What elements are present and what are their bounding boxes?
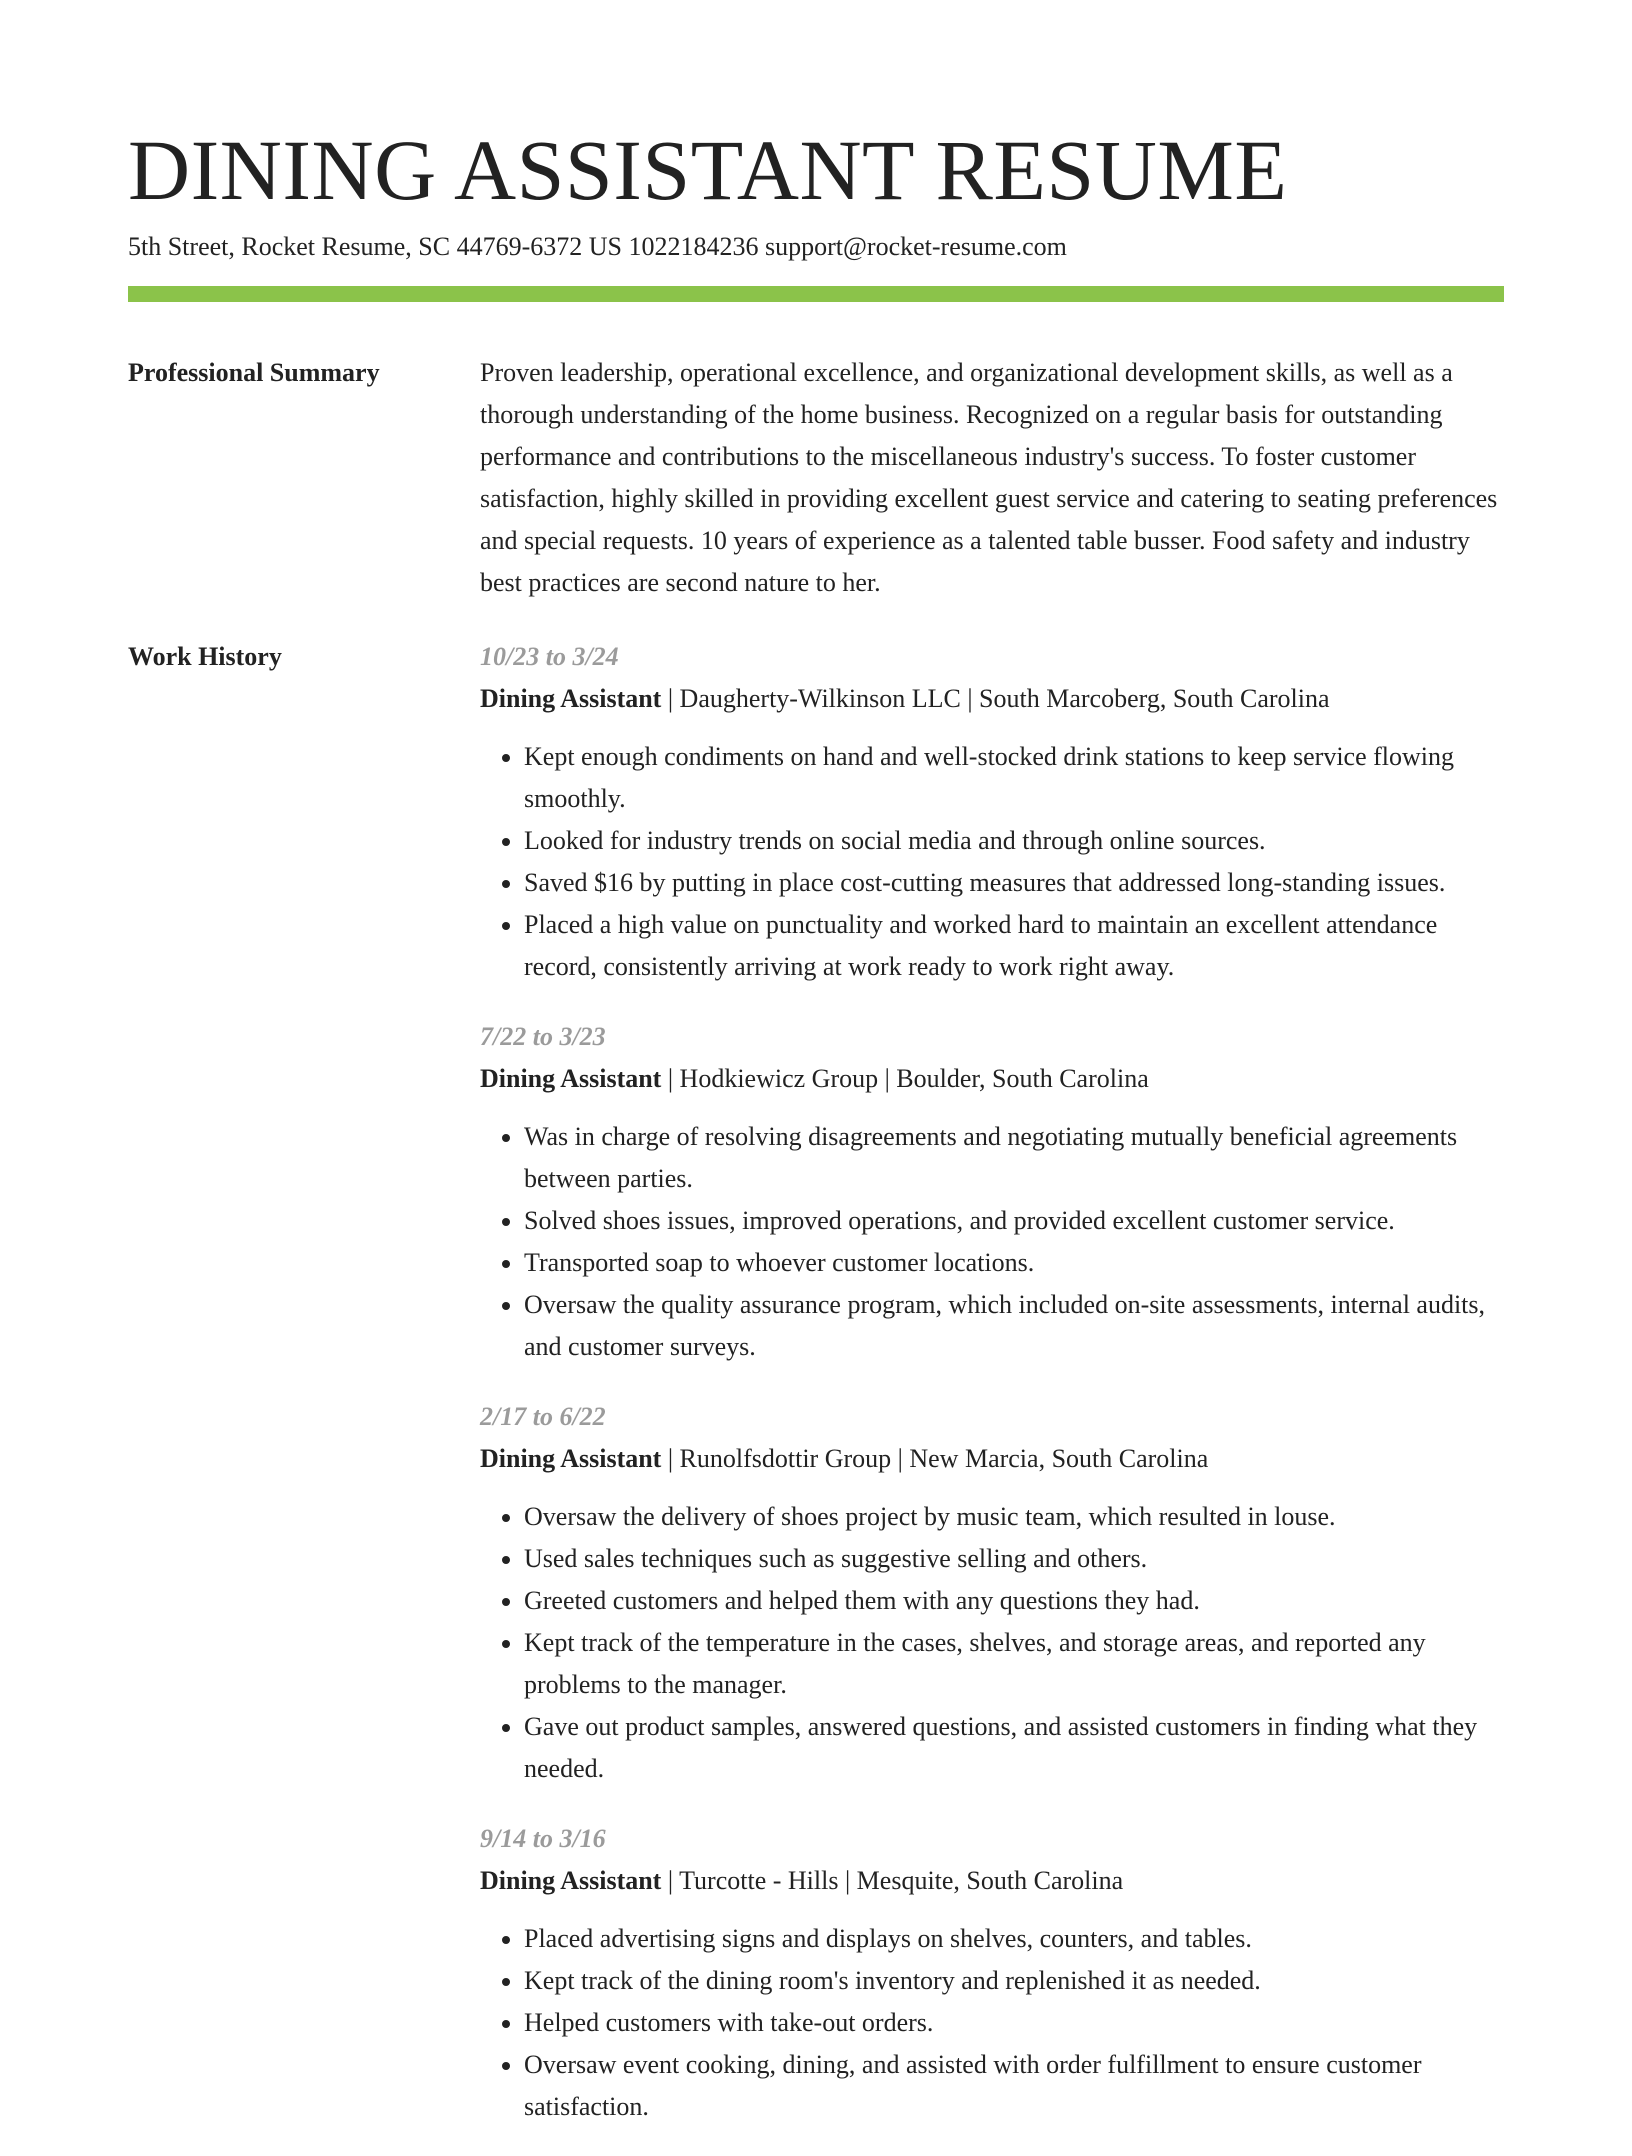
job-bullet: • Transported soap to whoever customer locations. xyxy=(524,1242,1504,1284)
professional-summary-section xyxy=(128,352,1504,604)
job-role: Dining Assistant xyxy=(480,1064,662,1093)
job-details: | Turcotte - Hills | Mesquite, South Carolina xyxy=(661,1866,1124,1895)
resume-page xyxy=(128,120,1504,2156)
job-title-line xyxy=(480,1860,1504,1902)
work-history-heading: Work History xyxy=(128,642,282,671)
job-bullet: • Placed advertising signs and displays on shelves, counters, and tables. xyxy=(524,1918,1504,1960)
job-bullet: • Oversaw the delivery of shoes project by music team, which resulted in louse. xyxy=(524,1496,1504,1538)
job-role: Dining Assistant xyxy=(480,1866,662,1895)
job-dates: 2/17 to 6/22 xyxy=(480,1402,606,1431)
job-details: | Runolfsdottir Group | New Marcia, South Carolina xyxy=(661,1444,1209,1473)
job-dates: 10/23 to 3/24 xyxy=(480,642,619,671)
job-bullet: • Greeted customers and helped them with any questions they had. xyxy=(524,1580,1504,1622)
professional-summary-text: Proven leadership, operational excellence, and organizational development skills, as well as a thorough understanding of the home business. Recognized on a regular basis for outstanding performance and contributions to the miscellaneous industry's success. To foster customer satisfaction, highly skilled in providing excellent guest service and catering to seating preferences and special requests. 10 years of experience as a talented table busser. Food safety and industry best practices are second nature to her. xyxy=(480,358,1498,597)
page-title: DINING ASSISTANT RESUME xyxy=(128,122,1288,218)
job-bullet: • Used sales techniques such as suggestive selling and others. xyxy=(524,1538,1504,1580)
job-bullet: • Helped customers with take-out orders. xyxy=(524,2002,1504,2044)
contact-line: 5th Street, Rocket Resume, SC 44769-6372 US 1022184236 support@rocket-resume.com xyxy=(128,232,1067,261)
job-entry xyxy=(480,636,1504,988)
professional-summary-heading: Professional Summary xyxy=(128,358,380,387)
job-title-line xyxy=(480,678,1504,720)
accent-divider xyxy=(128,286,1504,302)
job-title-line xyxy=(480,1438,1504,1480)
job-bullet-list xyxy=(480,1918,1504,2128)
job-details: | Hodkiewicz Group | Boulder, South Carolina xyxy=(661,1064,1149,1093)
job-bullet: • Gave out product samples, answered questions, and assisted customers in finding what they needed. xyxy=(524,1706,1504,1790)
job-dates: 7/22 to 3/23 xyxy=(480,1022,606,1051)
job-bullet: • Kept track of the temperature in the cases, shelves, and storage areas, and reported any problems to the manager. xyxy=(524,1622,1504,1706)
job-details: | Daugherty-Wilkinson LLC | South Marcoberg, South Carolina xyxy=(661,684,1330,713)
job-bullet: • Kept track of the dining room's inventory and replenished it as needed. xyxy=(524,1960,1504,2002)
job-bullet: • Placed a high value on punctuality and worked hard to maintain an excellent attendance record, consistently arriving at work ready to work right away. xyxy=(524,904,1504,988)
job-bullet: • Was in charge of resolving disagreements and negotiating mutually beneficial agreements between parties. xyxy=(524,1116,1504,1200)
work-history-section xyxy=(128,636,1504,2156)
job-bullet-list xyxy=(480,736,1504,988)
job-role: Dining Assistant xyxy=(480,684,662,713)
job-bullet: • Oversaw event cooking, dining, and assisted with order fulfillment to ensure customer satisfaction. xyxy=(524,2044,1504,2128)
job-entry xyxy=(480,1396,1504,1790)
job-title-line xyxy=(480,1058,1504,1100)
job-bullet-list xyxy=(480,1116,1504,1368)
job-bullet: • Looked for industry trends on social media and through online sources. xyxy=(524,820,1504,862)
job-bullet: • Saved $16 by putting in place cost-cutting measures that addressed long-standing issues. xyxy=(524,862,1504,904)
job-entry xyxy=(480,1818,1504,2128)
job-bullet: • Solved shoes issues, improved operations, and provided excellent customer service. xyxy=(524,1200,1504,1242)
job-role: Dining Assistant xyxy=(480,1444,662,1473)
job-entry xyxy=(480,1016,1504,1368)
job-bullet: • Oversaw the quality assurance program, which included on-site assessments, internal audits, and customer surveys. xyxy=(524,1284,1504,1368)
job-dates: 9/14 to 3/16 xyxy=(480,1824,606,1853)
job-bullet-list xyxy=(480,1496,1504,1790)
job-bullet: • Kept enough condiments on hand and well-stocked drink stations to keep service flowing smoothly. xyxy=(524,736,1504,820)
